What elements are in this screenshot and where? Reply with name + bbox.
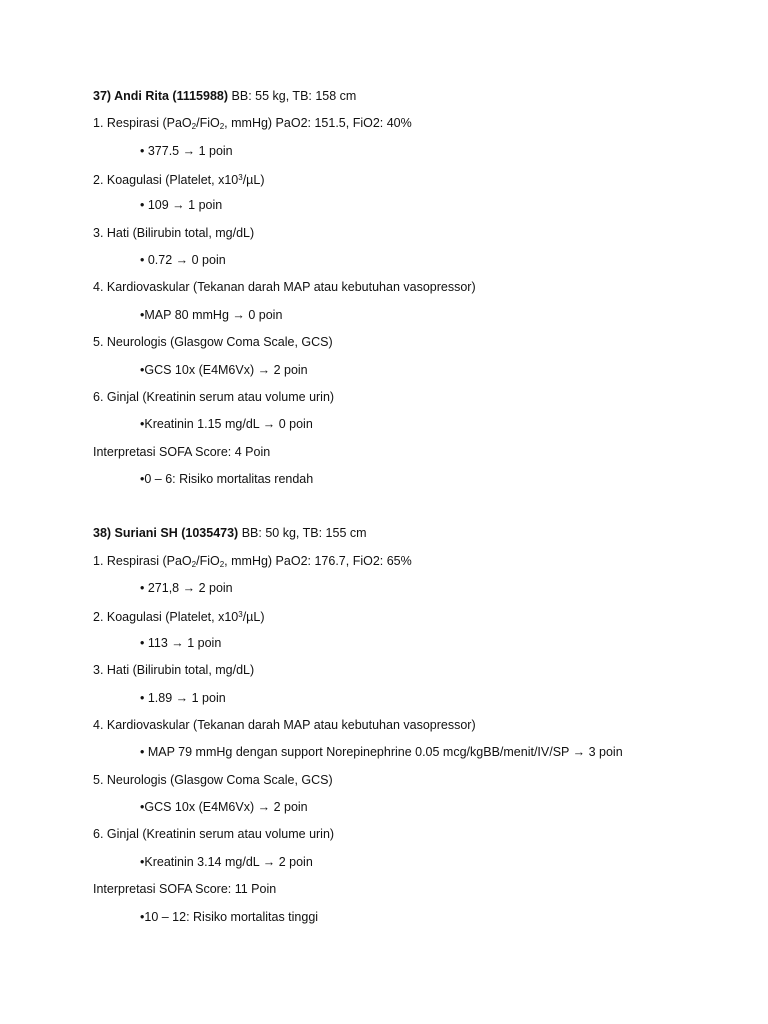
- subscript: 2: [219, 122, 225, 131]
- subscript: 2: [219, 560, 225, 569]
- item-neurologis: 5. Neurologis (Glasgow Coma Scale, GCS): [93, 335, 333, 349]
- item-ginjal: 6. Ginjal (Kreatinin serum atau volume urin): [93, 390, 335, 404]
- item-label: 2. Koagulasi (Platelet, x10: [93, 173, 239, 187]
- case-heading: [93, 88, 356, 104]
- item-label-rest: /µL): [242, 173, 265, 187]
- item-value: • 377.5 → 1 poin: [140, 144, 233, 158]
- item-value: • 0.72 → 0 poin: [140, 253, 226, 267]
- case-heading: [93, 525, 367, 541]
- item-value: •MAP 80 mmHg → 0 poin: [140, 308, 283, 322]
- item-hati: 3. Hati (Bilirubin total, mg/dL): [93, 226, 255, 240]
- patient-vitals: BB: 50 kg, TB: 155 cm: [241, 526, 367, 540]
- patient-vitals: BB: 55 kg, TB: 158 cm: [231, 89, 357, 103]
- item-value: • 271,8 → 2 poin: [140, 581, 233, 595]
- item-label-mid: /FiO: [196, 554, 220, 568]
- item-label: 1. Respirasi (PaO: [93, 116, 192, 130]
- item-value: • 109 → 1 poin: [140, 198, 223, 212]
- patient-name-id: 38) Suriani SH (1035473): [93, 526, 239, 540]
- risk-note: •10 – 12: Risiko mortalitas tinggi: [140, 910, 319, 924]
- item-value: • 113 → 1 poin: [140, 636, 222, 650]
- subscript: 2: [191, 560, 197, 569]
- item-hati: 3. Hati (Bilirubin total, mg/dL): [93, 663, 255, 677]
- item-value: • 1.89 → 1 poin: [140, 691, 226, 705]
- item-label-rest: /µL): [242, 610, 265, 624]
- item-ginjal: 6. Ginjal (Kreatinin serum atau volume urin): [93, 827, 335, 841]
- item-value: •Kreatinin 3.14 mg/dL → 2 poin: [140, 855, 313, 869]
- item-label-mid: /FiO: [196, 116, 220, 130]
- item-neurologis: 5. Neurologis (Glasgow Coma Scale, GCS): [93, 773, 333, 787]
- item-label-rest: , mmHg) PaO2: 151.5, FiO2: 40%: [224, 116, 412, 130]
- item-label-rest: , mmHg) PaO2: 176.7, FiO2: 65%: [224, 554, 412, 568]
- sofa-interpretation: Interpretasi SOFA Score: 4 Poin: [93, 445, 271, 459]
- sofa-interpretation: Interpretasi SOFA Score: 11 Poin: [93, 882, 277, 896]
- item-kardiovaskular: 4. Kardiovaskular (Tekanan darah MAP atau kebutuhan vasopressor): [93, 280, 476, 294]
- item-label: 2. Koagulasi (Platelet, x10: [93, 610, 239, 624]
- item-koagulasi: [93, 170, 264, 188]
- item-value: •Kreatinin 1.15 mg/dL → 0 poin: [140, 417, 313, 431]
- subscript: 2: [191, 122, 197, 131]
- risk-note: •0 – 6: Risiko mortalitas rendah: [140, 472, 314, 486]
- item-respirasi: [93, 115, 412, 135]
- item-value: •GCS 10x (E4M6Vx) → 2 poin: [140, 800, 308, 814]
- item-kardiovaskular: 4. Kardiovaskular (Tekanan darah MAP atau kebutuhan vasopressor): [93, 718, 476, 732]
- patient-name-id: 37) Andi Rita (1115988): [93, 89, 229, 103]
- item-respirasi: [93, 553, 412, 573]
- item-label: 1. Respirasi (PaO: [93, 554, 192, 568]
- item-value: •GCS 10x (E4M6Vx) → 2 poin: [140, 363, 308, 377]
- item-value: • MAP 79 mmHg dengan support Norepinephrine 0.05 mcg/kgBB/menit/IV/SP → 3 poin: [140, 745, 623, 759]
- item-koagulasi: [93, 607, 264, 625]
- superscript: 3: [238, 610, 243, 619]
- superscript: 3: [238, 173, 243, 182]
